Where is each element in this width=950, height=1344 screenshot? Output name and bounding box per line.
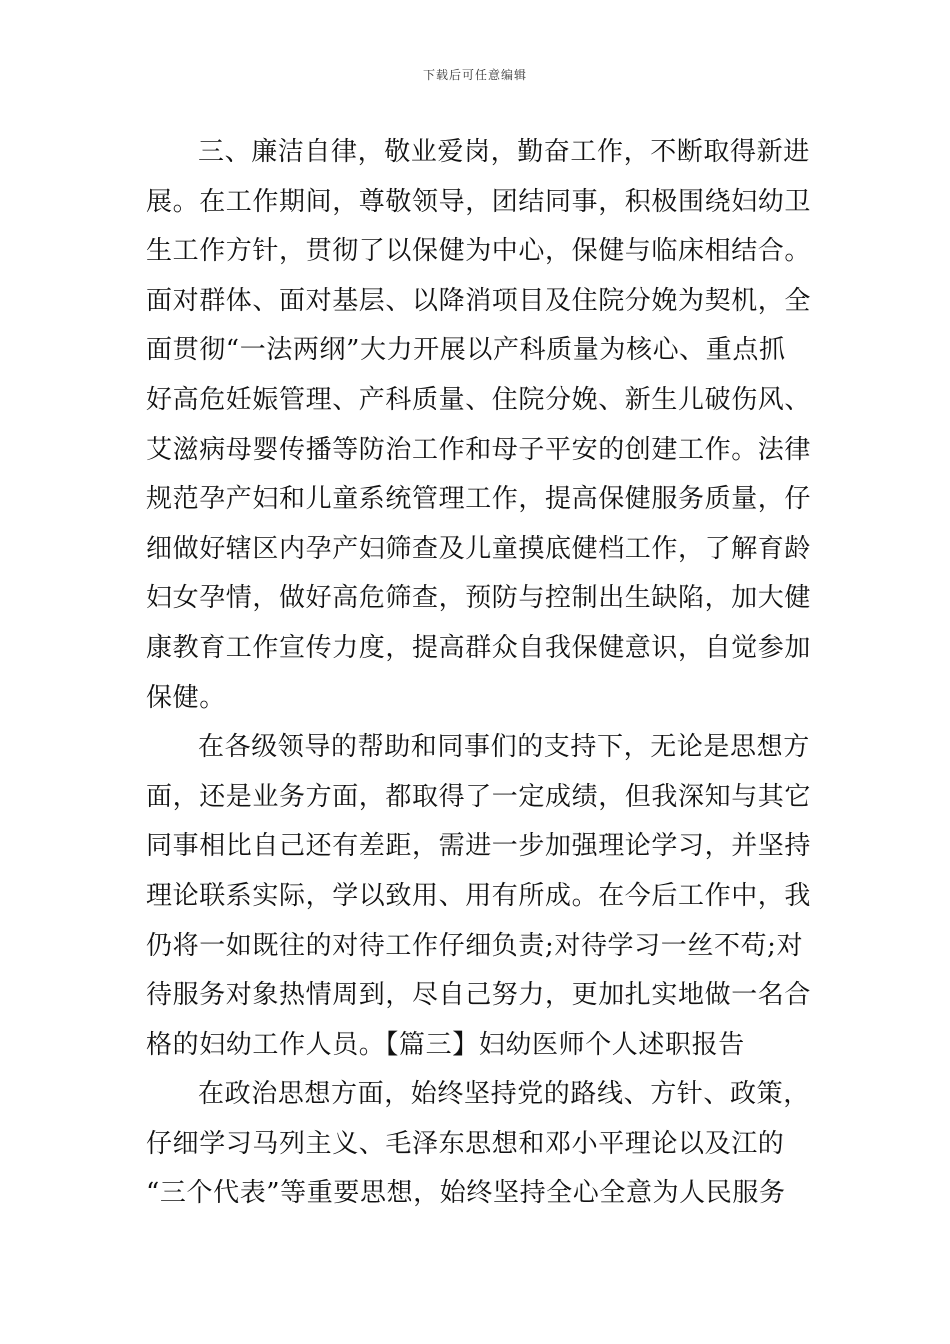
text-line: 展。在工作期间，尊敬领导，团结同事，积极围绕妇幼卫 (146, 186, 812, 217)
text-line: 在政治思想方面，始终坚持党的路线、方针、政策， (198, 1079, 810, 1110)
text-line: 仍将一如既往的对待工作仔细负责;对待学习一丝不苟;对 (146, 930, 804, 961)
text-line: 同事相比自己还有差距，需进一步加强理论学习，并坚持 (146, 831, 812, 862)
text-line: 康教育工作宣传力度，提高群众自我保健意识，自觉参加 (146, 632, 812, 663)
text-line: 在各级领导的帮助和同事们的支持下，无论是思想方 (198, 732, 810, 763)
text-line: 保健。 (146, 682, 226, 713)
text-line: 细做好辖区内孕产妇筛查及儿童摸底健档工作，了解育龄 (146, 533, 812, 564)
text-line: 格的妇幼工作人员。【篇三】妇幼医师个人述职报告 (146, 1029, 745, 1060)
text-line: 仔细学习马列主义、毛泽东思想和邓小平理论以及江的 (146, 1128, 785, 1159)
header-note: 下载后可任意编辑 (422, 68, 527, 82)
document-body (146, 128, 811, 1219)
text-line: 面贯彻“一法两纲”大力开展以产科质量为核心、重点抓 (146, 335, 786, 366)
text-line: 理论联系实际，学以致用、用有所成。在今后工作中，我 (146, 880, 812, 911)
text-line: 待服务对象热情周到，尽自己努力，更加扎实地做一名合 (146, 980, 812, 1011)
text-line: 面对群体、面对基层、以降消项目及住院分娩为契机，全 (146, 285, 812, 316)
text-line: 好高危妊娠管理、产科质量、住院分娩、新生儿破伤风、 (146, 384, 812, 415)
text-line: 生工作方针，贯彻了以保健为中心，保健与临床相结合。 (146, 236, 812, 267)
text-line: 三、廉洁自律，敬业爱岗，勤奋工作，不断取得新进 (198, 137, 810, 167)
text-line: 艾滋病母婴传播等防治工作和母子平安的创建工作。法律 (146, 434, 812, 465)
text-line: 面，还是业务方面，都取得了一定成绩，但我深知与其它 (146, 781, 812, 812)
text-line: “三个代表”等重要思想，始终坚持全心全意为人民服务 (146, 1178, 786, 1209)
text-line: 规范孕产妇和儿童系统管理工作，提高保健服务质量，仔 (146, 484, 812, 515)
text-line: 妇女孕情，做好高危筛查，预防与控制出生缺陷，加大健 (146, 583, 812, 614)
